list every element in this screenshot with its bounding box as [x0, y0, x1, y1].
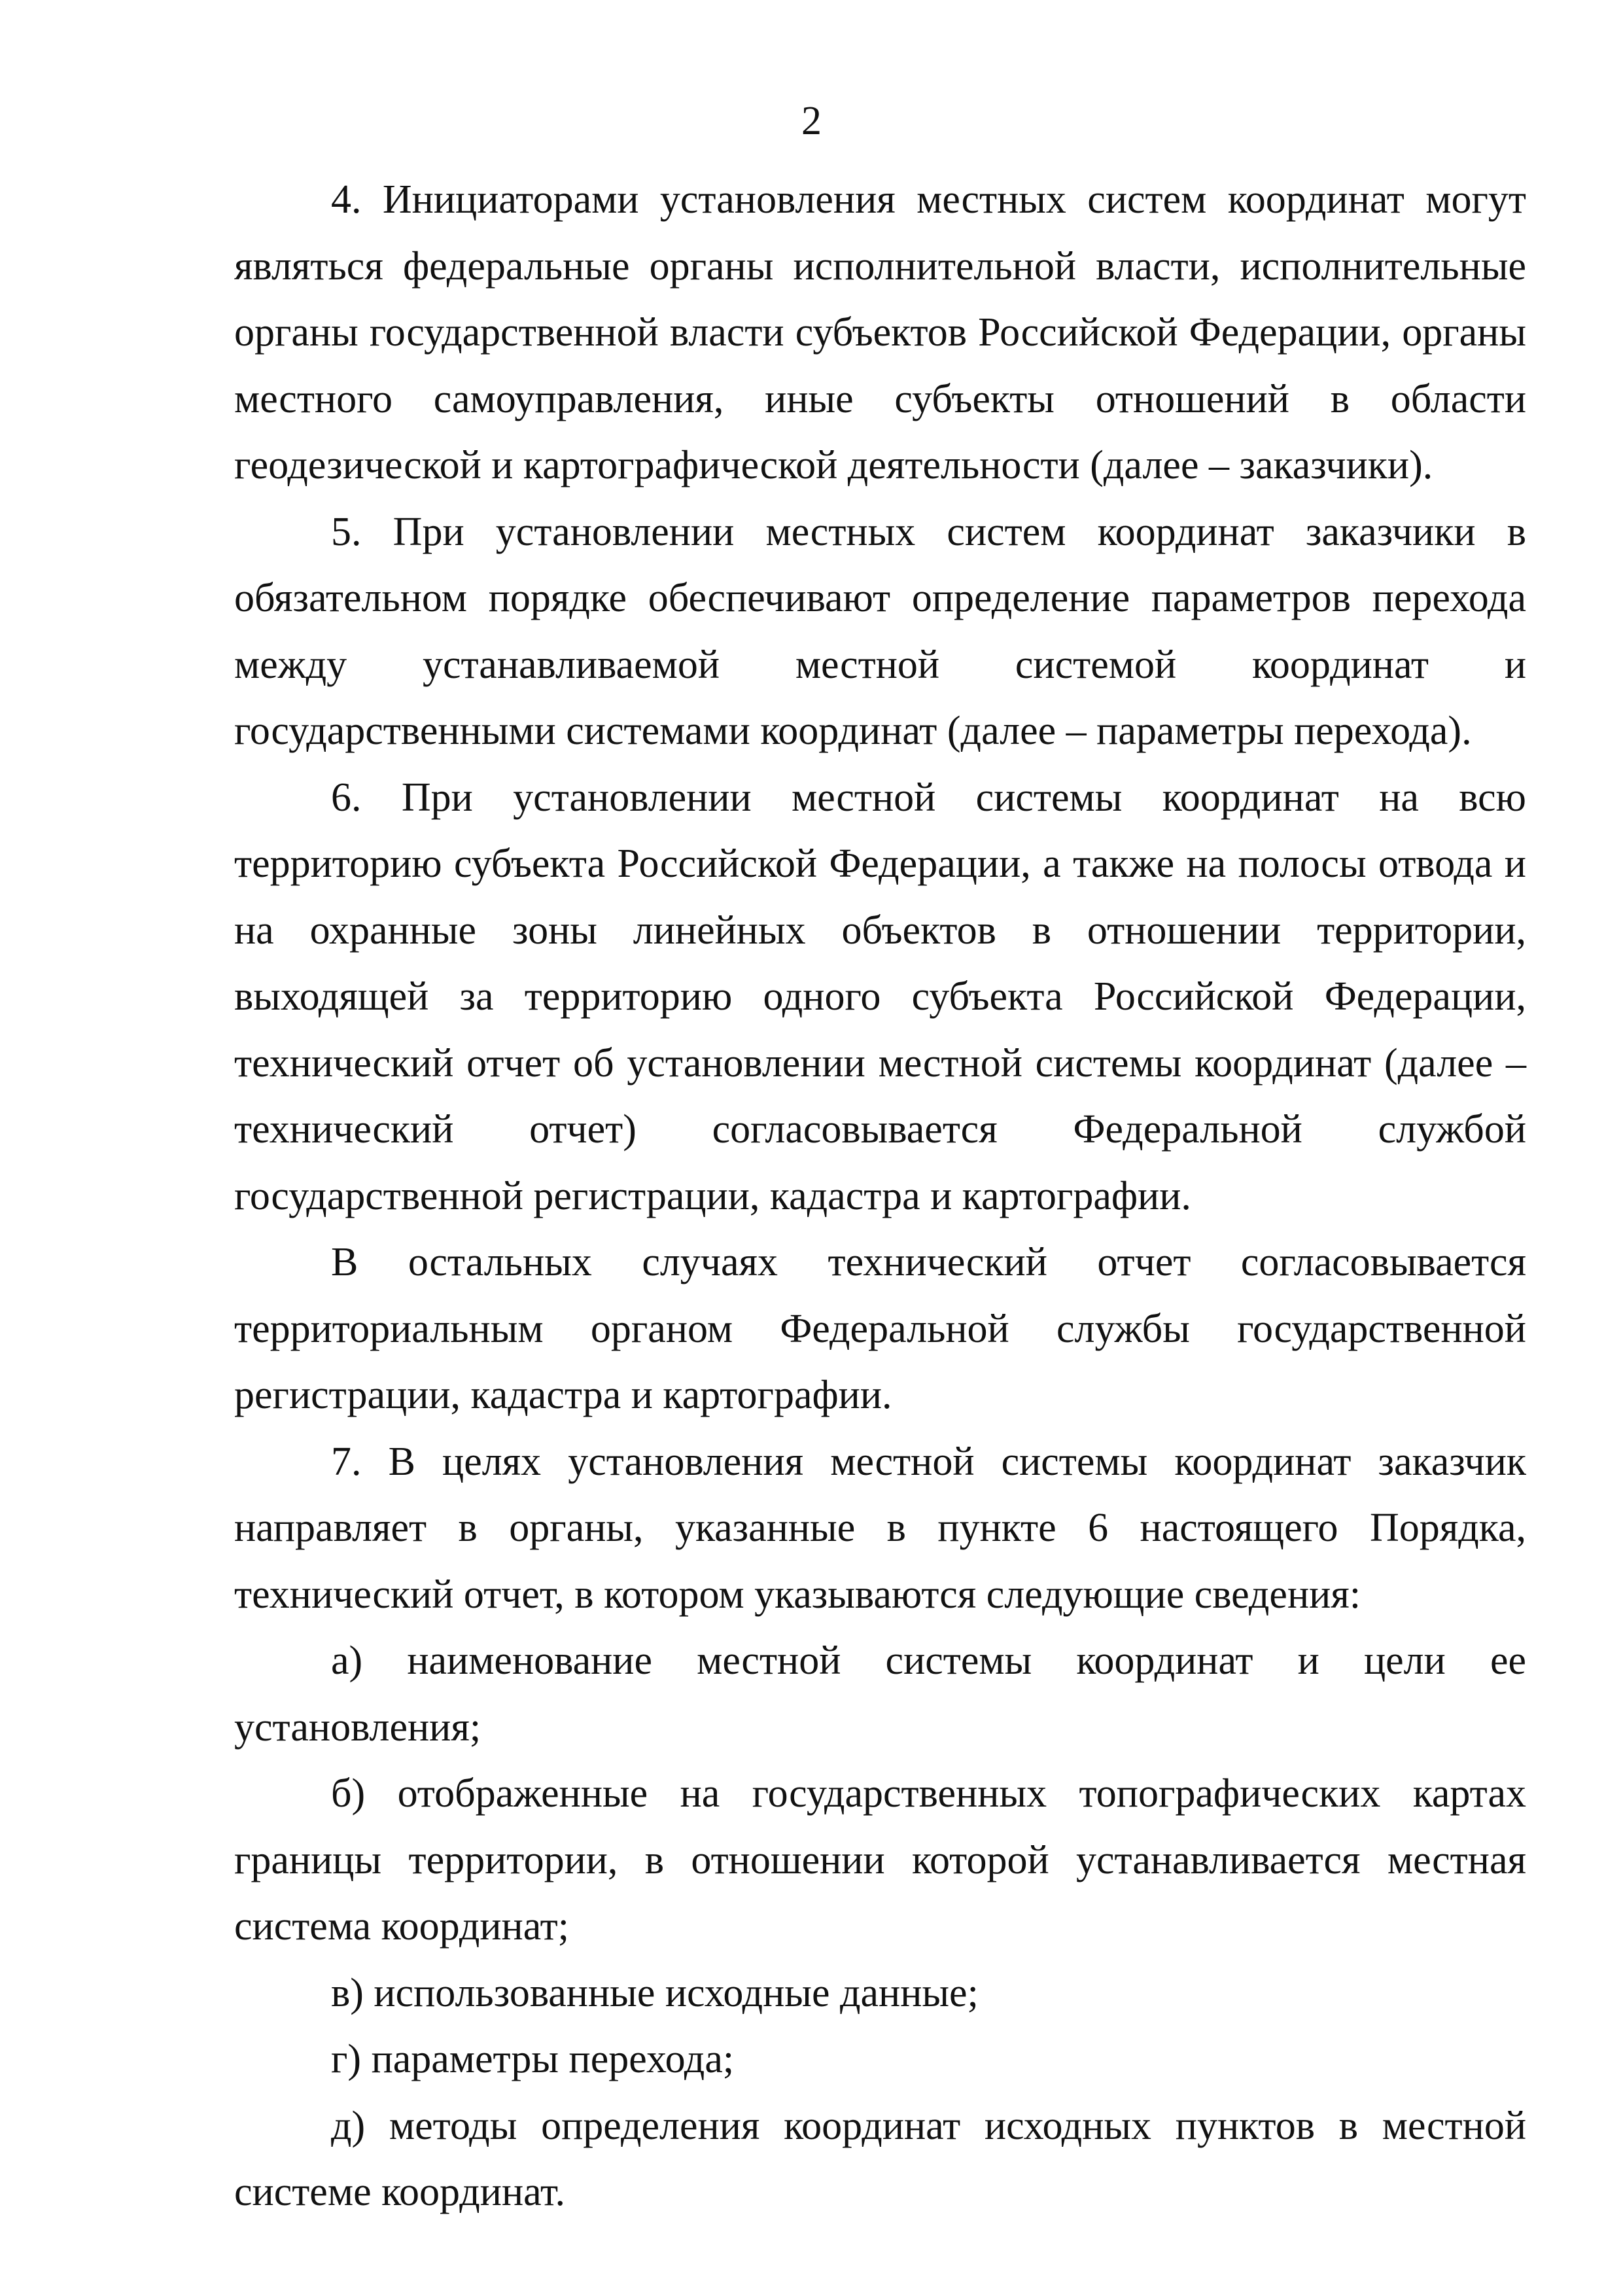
page-number: 2 [801, 99, 822, 143]
document-body [234, 167, 1526, 2226]
paragraph-item-6-continued: В остальных случаях технический отчет согласовывается территориальным органом Федеральной службы государственной регистрации, кадастра и картографии. [234, 1240, 1526, 1417]
paragraph-item-5: 5. При установлении местных систем координат заказчики в обязательном порядке обеспечивают определение параметров перехода между устанавливаемой местной системой координат и государственными системами координат (далее – параметры перехода). [234, 509, 1526, 753]
subitem-v: в) использованные исходные данные; [331, 1970, 979, 2015]
paragraph-item-6: 6. При установлении местной системы координат на всю территорию субъекта Российской Федерации, а также на полосы отвода и на охранные зоны линейных объектов в отношении территории, выходящей за территорию одного субъекта Российской Федерации, технический отчет об установлении местной системы координат (далее – технический отчет) согласовывается Федеральной службой государственной регистрации, кадастра и картографии. [234, 775, 1526, 1218]
subitem-b: б) отображенные на государственных топографических картах границы территории, в отношении которой устанавливается местная система координат; [234, 1771, 1526, 1949]
subitem-d: д) методы определения координат исходных пунктов в местной системе координат. [234, 2103, 1526, 2214]
paragraph-item-4: 4. Инициаторами установления местных систем координат могут являться федеральные органы исполнительной власти, исполнительные органы государственной власти субъектов Российской Федерации, органы местного самоуправления, иные субъекты отношений в области геодезической и картографической деятельности (далее – заказчики). [234, 177, 1526, 487]
subitem-g: г) параметры перехода; [331, 2037, 735, 2081]
subitem-a: а) наименование местной системы координат и цели ее установления; [234, 1638, 1526, 1750]
paragraph-item-7: 7. В целях установления местной системы координат заказчик направляет в органы, указанные в пункте 6 настоящего Порядка, технический отчет, в котором указываются следующие сведения: [234, 1439, 1526, 1617]
